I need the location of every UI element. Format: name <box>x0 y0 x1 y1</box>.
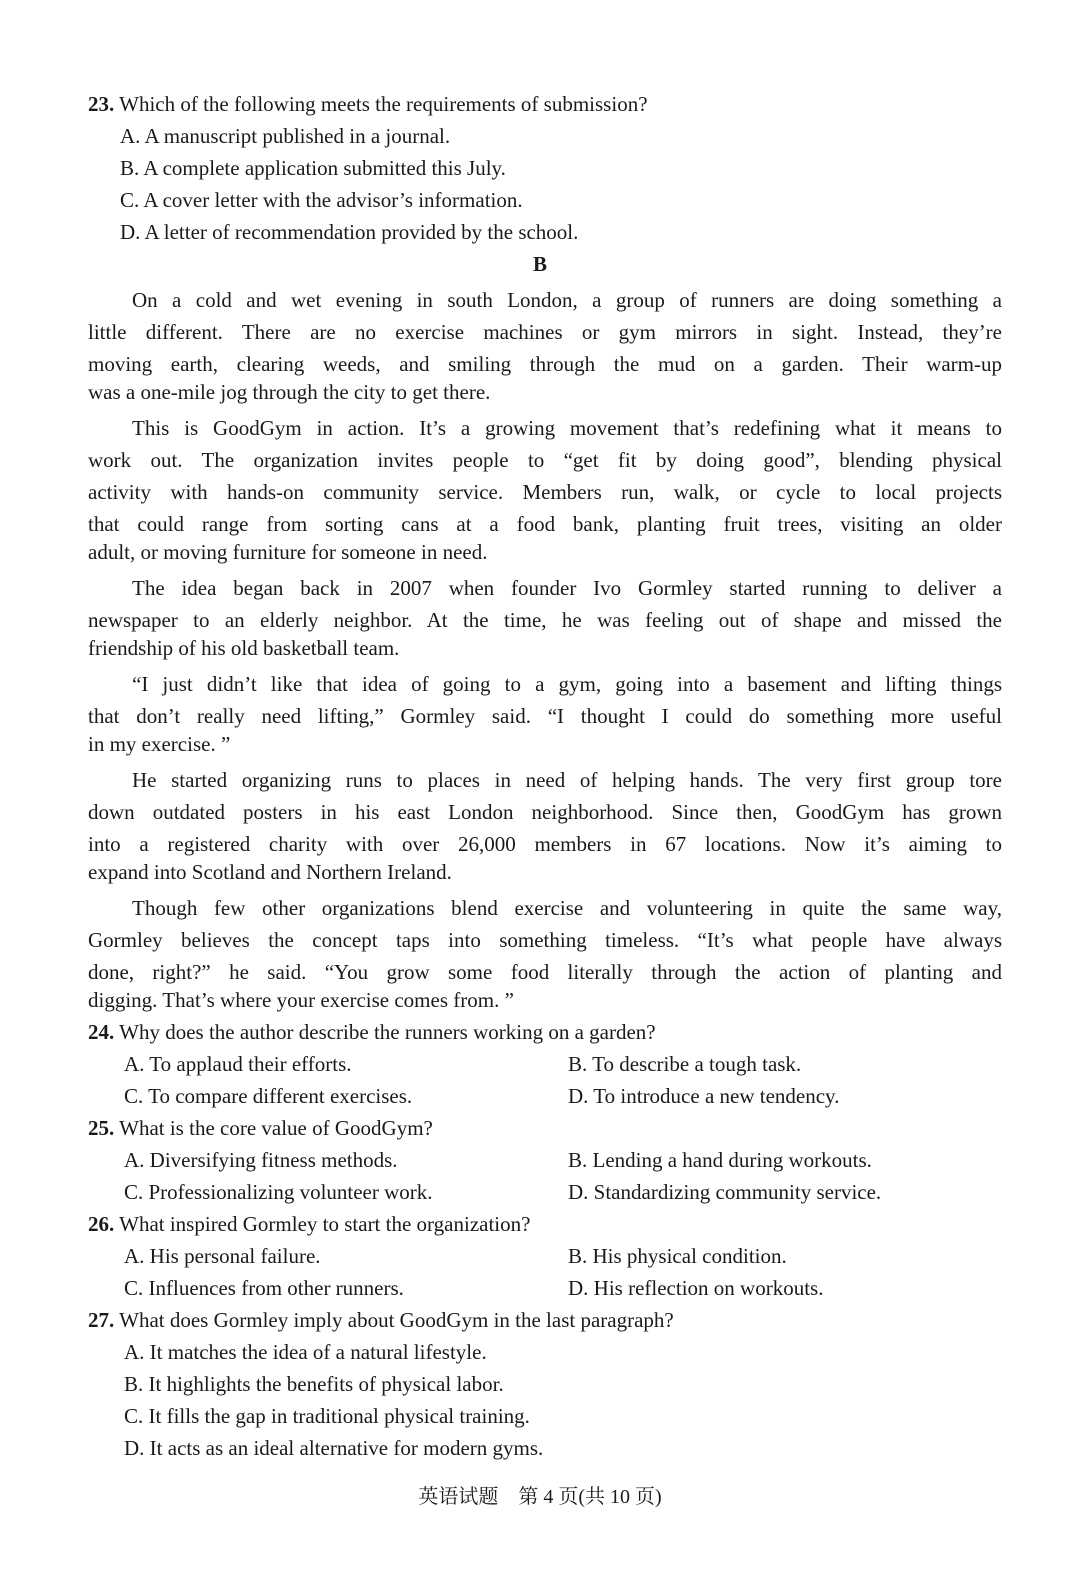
question-text: What does Gormley imply about GoodGym in the last paragraph? <box>119 1308 674 1332</box>
passage-line: work out. The organization invites people to “get fit by doing good”, blending physical <box>88 448 1002 472</box>
question-stem <box>88 1212 530 1237</box>
passage-line: Though few other organizations blend exercise and volunteering in quite the same way, <box>132 896 1002 920</box>
question-text: What inspired Gormley to start the organization? <box>119 1212 531 1236</box>
option-d: D. It acts as an ideal alternative for modern gyms. <box>124 1436 544 1460</box>
passage-line: This is GoodGym in action. It’s a growing movement that’s redefining what it means to <box>132 416 1002 440</box>
option-c: C. Professionalizing volunteer work. <box>124 1180 433 1204</box>
section-heading: B <box>532 252 547 276</box>
option-b: B. His physical condition. <box>568 1244 787 1268</box>
option-b: B. It highlights the benefits of physical labor. <box>124 1372 504 1396</box>
question-stem <box>88 1020 656 1045</box>
question-text: Why does the author describe the runners working on a garden? <box>119 1020 656 1044</box>
question-stem <box>88 1116 433 1141</box>
passage-line: Gormley believes the concept taps into something timeless. “It’s what people have always <box>88 928 1002 952</box>
option-c: C. To compare different exercises. <box>124 1084 413 1108</box>
question-number: 23. <box>88 92 115 116</box>
option-d: D. His reflection on workouts. <box>568 1276 824 1300</box>
passage-line: adult, or moving furniture for someone in need. <box>88 540 488 564</box>
option-d: D. Standardizing community service. <box>568 1180 882 1204</box>
passage-line: newspaper to an elderly neighbor. At the time, he was feeling out of shape and missed the <box>88 608 1002 632</box>
option-c: C. Influences from other runners. <box>124 1276 404 1300</box>
option-a: A. A manuscript published in a journal. <box>120 124 451 148</box>
passage-line: expand into Scotland and Northern Ireland. <box>88 860 452 884</box>
question-number: 26. <box>88 1212 115 1236</box>
question-text: Which of the following meets the requirements of submission? <box>119 92 648 116</box>
passage-line: moving earth, clearing weeds, and smiling through the mud on a garden. Their warm-up <box>88 352 1002 376</box>
question-stem <box>88 92 648 117</box>
option-d: D. A letter of recommendation provided by the school. <box>120 220 579 244</box>
passage-line: down outdated posters in his east London neighborhood. Since then, GoodGym has grown <box>88 800 1002 824</box>
passage-line: into a registered charity with over 26,000 members in 67 locations. Now it’s aiming to <box>88 832 1002 856</box>
passage-line: was a one-mile jog through the city to get there. <box>88 380 491 404</box>
passage-line: that could range from sorting cans at a food bank, planting fruit trees, visiting an older <box>88 512 1002 536</box>
option-a: A. It matches the idea of a natural lifestyle. <box>124 1340 487 1364</box>
option-b: B. Lending a hand during workouts. <box>568 1148 872 1172</box>
passage-line: little different. There are no exercise machines or gym mirrors in sight. Instead, they’re <box>88 320 1002 344</box>
question-number: 27. <box>88 1308 115 1332</box>
option-b: B. To describe a tough task. <box>568 1052 802 1076</box>
page-footer: 英语试题 第 4 页(共 10 页) <box>418 1486 662 1508</box>
passage-line: done, right?” he said. “You grow some food literally through the action of planting and <box>88 960 1002 984</box>
option-b: B. A complete application submitted this July. <box>120 156 506 180</box>
passage-line: friendship of his old basketball team. <box>88 636 400 660</box>
option-a: A. His personal failure. <box>124 1244 321 1268</box>
passage-line: in my exercise. ” <box>88 732 231 756</box>
option-d: D. To introduce a new tendency. <box>568 1084 840 1108</box>
passage-line: The idea began back in 2007 when founder Ivo Gormley started running to deliver a <box>132 576 1002 600</box>
passage-line: “I just didn’t like that idea of going to a gym, going into a basement and lifting things <box>132 672 1002 696</box>
question-text: What is the core value of GoodGym? <box>119 1116 433 1140</box>
question-stem <box>88 1308 674 1333</box>
passage-line: He started organizing runs to places in need of helping hands. The very first group tore <box>132 768 1002 792</box>
passage-line: digging. That’s where your exercise comes from. ” <box>88 988 514 1012</box>
option-a: A. To applaud their efforts. <box>124 1052 352 1076</box>
passage-line: that don’t really need lifting,” Gormley said. “I thought I could do something more useful <box>88 704 1002 728</box>
question-number: 24. <box>88 1020 115 1044</box>
option-a: A. Diversifying fitness methods. <box>124 1148 398 1172</box>
question-number: 25. <box>88 1116 115 1140</box>
passage-line: activity with hands-on community service. Members run, walk, or cycle to local projects <box>88 480 1002 504</box>
option-c: C. It fills the gap in traditional physical training. <box>124 1404 530 1428</box>
option-c: C. A cover letter with the advisor’s information. <box>120 188 523 212</box>
passage-line: On a cold and wet evening in south London, a group of runners are doing something a <box>132 288 1002 312</box>
